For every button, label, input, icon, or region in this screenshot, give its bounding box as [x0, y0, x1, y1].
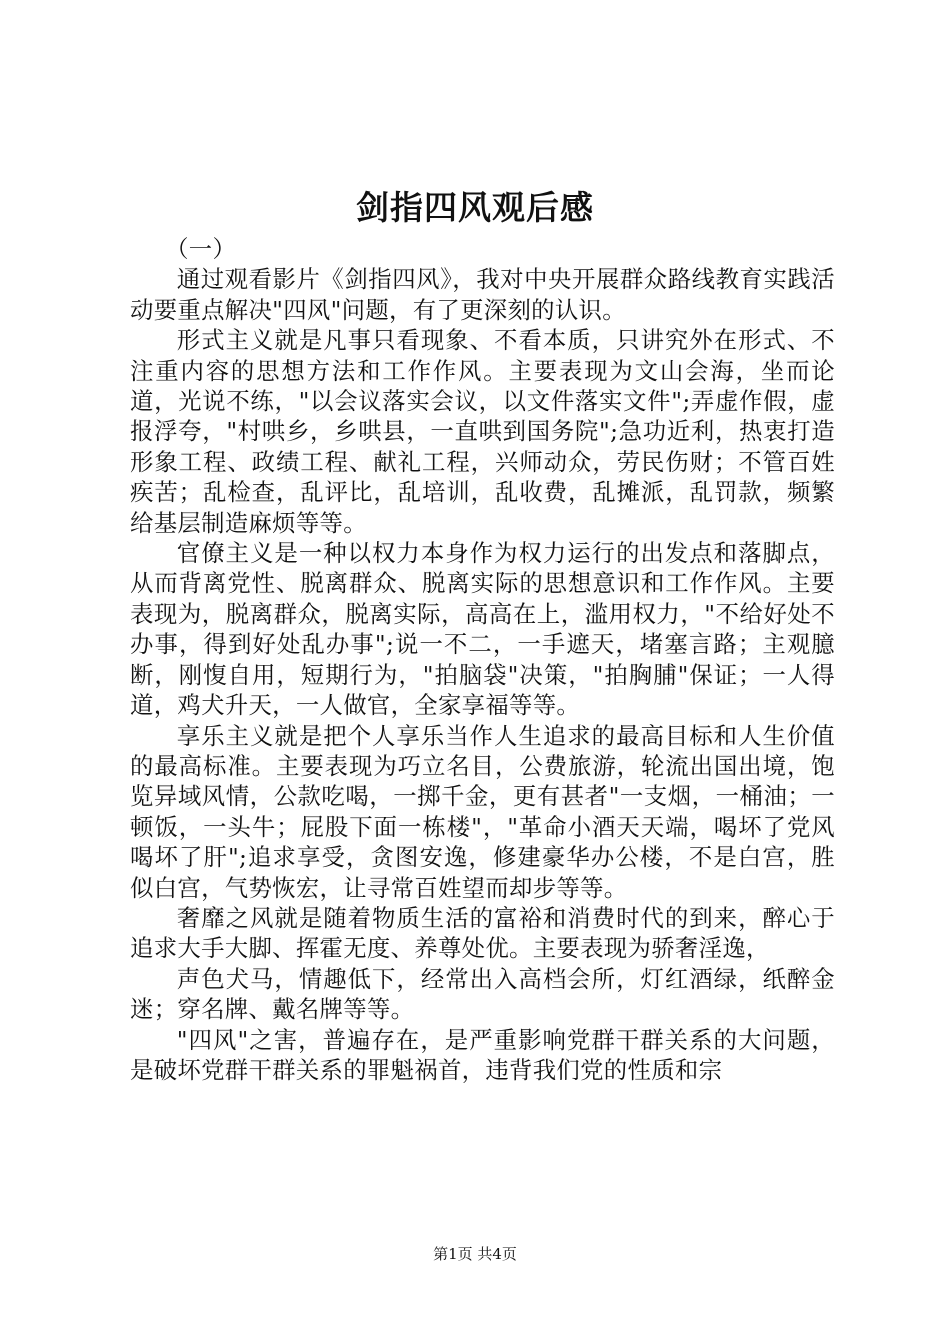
- paragraph-four-winds-harm: "四风"之害，普遍存在，是严重影响党群干群关系的大问题，是破坏党群干群关系的罪魁祸首，违背我们党的性质和宗: [130, 1025, 835, 1084]
- paragraph-extravagance: 奢靡之风就是随着物质生活的富裕和消费时代的到来，醉心于追求大手大脚、挥霍无度、养尊处优。主要表现为骄奢淫逸，: [130, 903, 835, 963]
- paragraph-extravagance-continued: 声色犬马，情趣低下，经常出入高档会所，灯红酒绿，纸醉金迷；穿名牌、戴名牌等等。: [130, 964, 835, 1024]
- section-label: （一）: [165, 235, 237, 263]
- page-footer: 第1页 共4页: [433, 1245, 517, 1263]
- document-body: [130, 234, 835, 1085]
- paragraph-intro: 通过观看影片《剑指四风》，我对中央开展群众路线教育实践活动要重点解决"四风"问题，有了更深刻的认识。: [130, 265, 835, 324]
- paragraph-bureaucratism: 官僚主义是一种以权力本身作为权力运行的出发点和落脚点，从而背离党性、脱离群众、脱离实际的思想意识和工作作风。主要表现为，脱离群众，脱离实际，高高在上，滥用权力，"不给好处不办事，得到好处乱办事";说一不二，一手遮天，堵塞言路；主观臆断，刚愎自用，短期行为，"拍脑袋"决策，"拍胸脯"保证；一人得道，鸡犬升天，一人做官，全家享福等等。: [130, 539, 835, 720]
- document-title: 剑指四风观后感: [356, 188, 594, 227]
- paragraph-formalism: 形式主义就是凡事只看现象、不看本质，只讲究外在形式、不注重内容的思想方法和工作作风。主要表现为文山会海，坐而论道，光说不练，"以会议落实会议，以文件落实文件";弄虚作假，虚报浮夸，"村哄乡，乡哄县，一直哄到国务院";急功近利，热衷打造形象工程、政绩工程、献礼工程，兴师动众，劳民伤财；不管百姓疾苦；乱检查，乱评比，乱培训，乱收费，乱摊派，乱罚款，频繁给基层制造麻烦等等。: [130, 326, 835, 537]
- paragraph-hedonism: 享乐主义就是把个人享乐当作人生追求的最高目标和人生价值的最高标准。主要表现为巧立名目，公费旅游，轮流出国出境，饱览异域风情，公款吃喝，一掷千金，更有甚者"一支烟，一桶油；一顿饭，一头牛；屁股下面一栋楼"，"革命小酒天天端，喝坏了党风喝坏了肝";追求享受，贪图安逸，修建豪华办公楼，不是白宫，胜似白宫，气势恢宏，让寻常百姓望而却步等等。: [130, 721, 835, 902]
